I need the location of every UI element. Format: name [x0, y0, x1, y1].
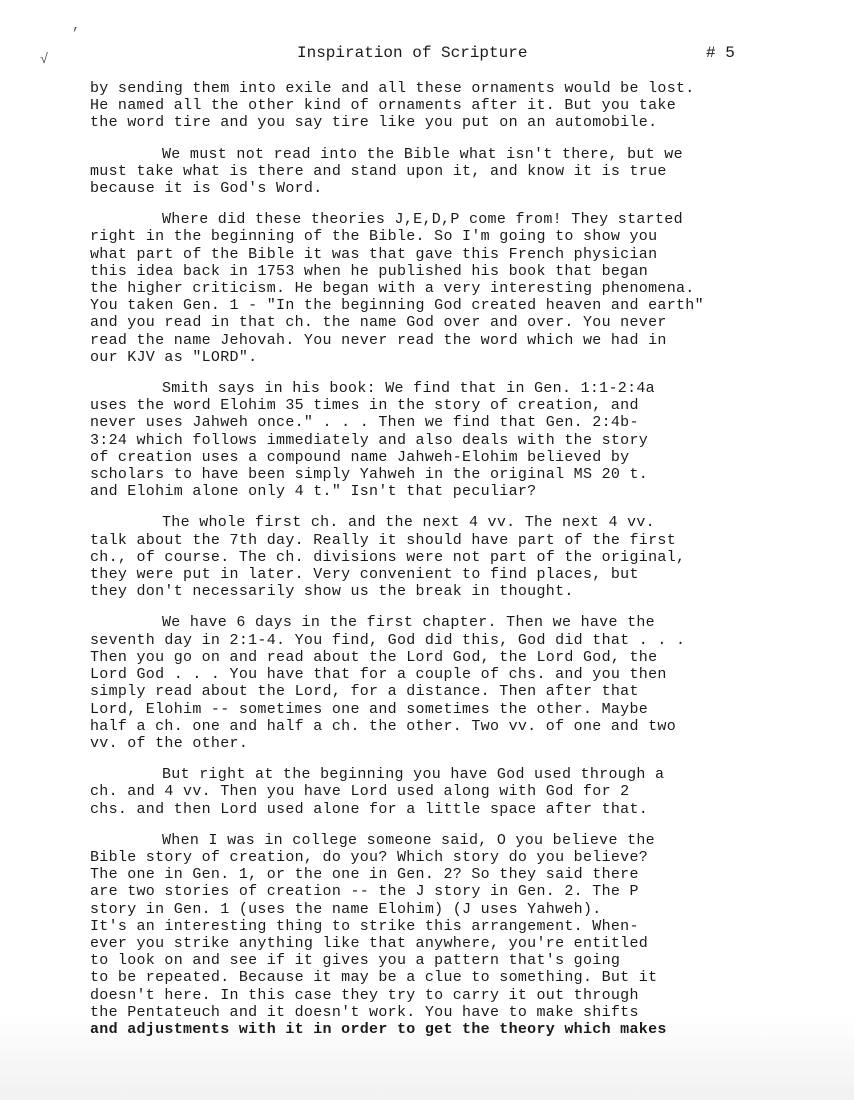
page-header	[0, 44, 854, 66]
document-body	[90, 80, 762, 1052]
paragraph-3: Where did these theories J,E,D,P come from! They started right in the beginning of the Bible. So I'm going to show you what part of the Bible it was that gave this French physician this idea back in 1753 when he published his book that began the higher criticism. He began with a very interesting phenomena. You taken Gen. 1 - "In the beginning God created heaven and earth" and you read in that ch. the name God over and over. You never read the name Jehovah. You never read the word which we had in our KJV as "LORD".	[90, 211, 704, 366]
paragraph-5: The whole first ch. and the next 4 vv. The next 4 vv. talk about the 7th day. Really it should have part of the first ch., of course. The ch. divisions were not part of the original, they were put in later. Very convenient to find places, but they don't necessarily show us the break in thought.	[90, 514, 686, 601]
paragraph-2: We must not read into the Bible what isn't there, but we must take what is there and stand upon it, and know it is true because it is God's Word.	[90, 145, 683, 198]
document-title: Inspiration of Scripture	[297, 44, 528, 62]
paragraph-7: But right at the beginning you have God used through a ch. and 4 vv. Then you have Lord used along with God for 2 chs. and then Lord used alone for a little space after that.	[90, 766, 665, 818]
paragraph-6: We have 6 days in the first chapter. Then we have the seventh day in 2:1-4. You find, God did this, God did that . . . Then you go on and read about the Lord God, the Lord God, the Lord God . . . You have that for a couple of chs. and you then simply read about the Lord, for a distance. Then after that Lord, Elohim -- sometimes one and sometimes the other. Maybe half a ch. one and half a ch. the other. Two vv. of one and two vv. of the other.	[90, 614, 686, 752]
page-number: # 5	[706, 44, 735, 62]
check-mark: √	[40, 52, 49, 68]
paragraph-4: Smith says in his book: We find that in Gen. 1:1-2:4a uses the word Elohim 35 times in the story of creation, and never uses Jahweh once." . . . Then we find that Gen. 2:4b- 3:24 which follows immediately and also deals with the story of creation uses a compound name Jahweh-Elohim believed by scholars to have been simply Yahweh in the original MS 20 t. and Elohim alone only 4 t." Isn't that peculiar?	[90, 380, 655, 501]
paragraph-last-line: and adjustments with it in order to get the theory which makes	[90, 1020, 667, 1038]
paragraph-8: When I was in college someone said, O you believe the Bible story of creation, do you? Which story do you believe? The one in Gen. 1, or the one in Gen. 2? So they said there are two stories of creation -- the J story in Gen. 2. The P story in Gen. 1 (uses the name Elohim) (J uses Yahweh). It's an interesting thing to strike this arrangement. When- ever you strike anything like that anywhere, you're entitled to look on and see if it gives you a pattern that's going to be repeated. Because it may be a clue to something. But it doesn't here. In this case they try to carry it out through the Pentateuch and it doesn't work. You have to make shifts	[90, 831, 658, 1021]
stray-mark: ,	[72, 18, 81, 34]
paragraph-1: by sending them into exile and all these ornaments would be lost. He named all the other kind of ornaments after it. But you take the word tire and you say tire like you put on an automobile.	[90, 80, 695, 132]
